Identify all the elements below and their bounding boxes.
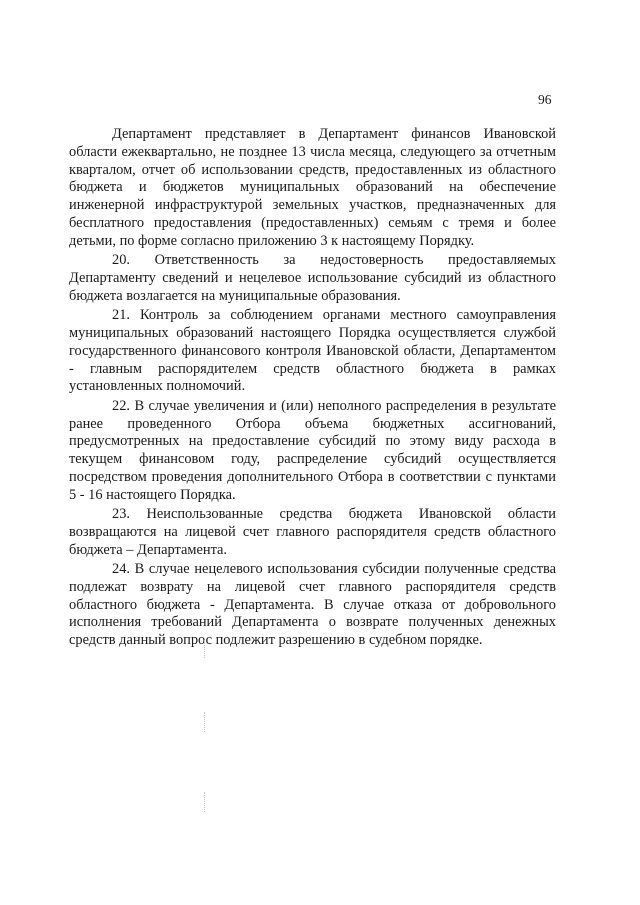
paragraph-20-responsibility: 20. Ответственность за недостоверность предоставляемых Департаменту сведений и нецелевое использование субсидий из областного бюджета возлагается на муниципальные образования. — [69, 252, 556, 304]
paragraph-department-report: Департамент представляет в Департамент финансов Ивановской области ежеквартально, не позднее 13 числа месяца, следующего за отчетным кварталом, отчет об использовании средств, предоставленных из областного бюджета и бюджетов муниципальных образований на обеспечение инженерной инфраструктурой земельных участков, предназначенных для бесплатного предоставления (предоставленных) семьям с тремя и более детьми, по форме согласно приложению 3 к настоящему Порядку. — [69, 126, 556, 249]
paragraph-24-misuse: 24. В случае нецелевого использования субсидии полученные средства подлежат возврату на лицевой счет главного распорядителя средств областного бюджета - Департамента. В случае отказа от добровольного исполнения требований Департамента о возврате полученных денежных средств данный вопрос подлежит разрешению в судебном порядке. — [69, 561, 556, 649]
paragraph-22-additional-selection: 22. В случае увеличения и (или) неполного распределения в результате ранее проведенного Отбора объема бюджетных ассигнований, предусмотренных на предоставление субсидий по этому виду расхода в текущем финансовом году, распределение субсидий осуществляется посредством проведения дополнительного Отбора в соответствии с пунктами 5 - 16 настоящего Порядка. — [69, 397, 556, 503]
paragraph-21-control: 21. Контроль за соблюдением органами местного самоуправления муниципальных образований настоящего Порядка осуществляется службой государственного финансового контроля Ивановской области, Департаментом - главным распорядителем средств областного бюджета в рамках установленных полномочий. — [69, 307, 556, 395]
page-number: 96 — [538, 92, 552, 107]
document-body — [69, 126, 556, 652]
scan-artifact-dots — [204, 712, 206, 732]
scan-artifact-dots — [204, 792, 206, 812]
scan-artifact-dots — [204, 640, 206, 658]
paragraph-23-unused-funds: 23. Неиспользованные средства бюджета Ивановской области возвращаются на лицевой счет главного распорядителя средств областного бюджета – Департамента. — [69, 506, 556, 558]
